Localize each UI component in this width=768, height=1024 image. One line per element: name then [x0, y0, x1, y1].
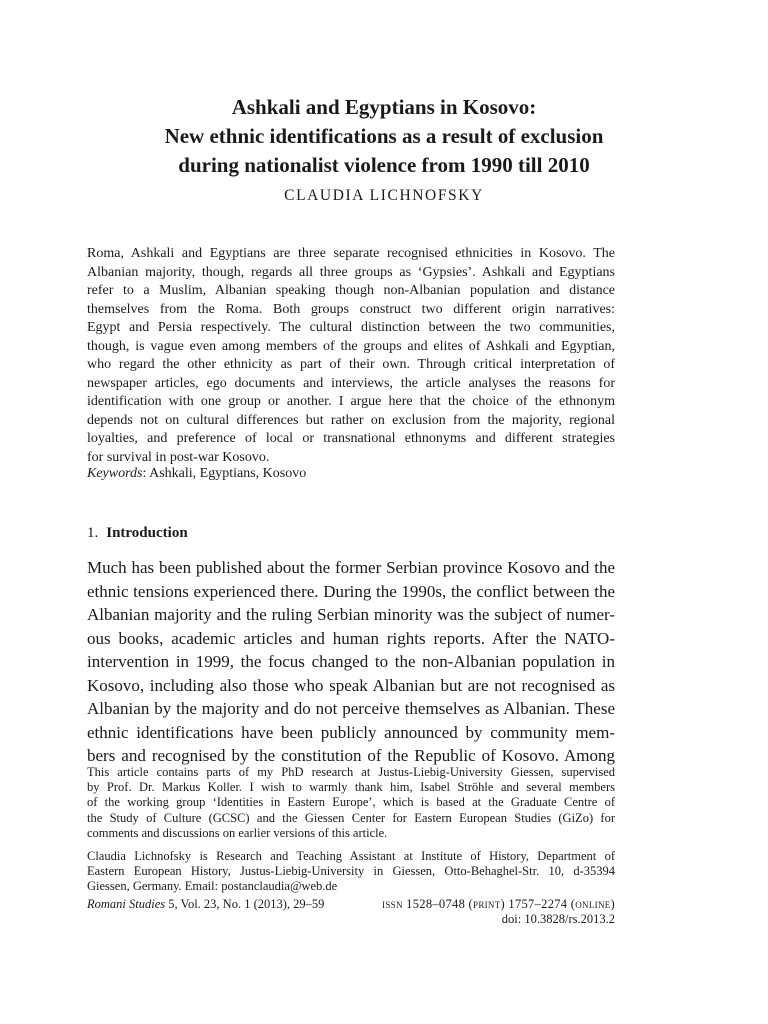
keywords	[87, 465, 615, 483]
journal-doi: doi: 10.3828/rs.2013.2	[501, 912, 615, 927]
body-line: ethnic tensions experienced there. During the 1990s, the conflict between the	[87, 581, 615, 601]
section-heading	[87, 525, 188, 542]
title-line-2: New ethnic identifications as a result of exclusion	[164, 124, 604, 148]
journal-issn: issn 1528–0748 (print) 1757–2274 (online)	[382, 897, 615, 911]
body-line: ethnic identifications have been publicly announced by community mem-	[87, 722, 615, 742]
footnote-line: by Prof. Dr. Markus Koller. I wish to warmly thank him, Isabel Ströhle and several members	[87, 780, 615, 795]
footnote	[87, 765, 615, 841]
author-name: CLAUDIA LICHNOFSKY	[284, 187, 484, 204]
abstract-line: for survival in post-war Kosovo.	[87, 449, 270, 465]
abstract-line: identification with one group or another. I argue here that the choice of the ethnonym	[87, 394, 615, 409]
body-line: Kosovo, including also those who speak Albanian but are not recognised as	[87, 675, 615, 695]
body-line: intervention in 1999, the focus changed to the non-Albanian population in	[87, 652, 615, 671]
title-line-3: during nationalist violence from 1990 till 2010	[178, 153, 590, 177]
body-line: ous books, academic articles and human rights reports. After the NATO-	[87, 628, 615, 648]
abstract-line: though, is vague even among members of the groups and elites of Ashkali and Egyptian,	[87, 338, 615, 354]
abstract-line: loyalties, and preference of local or transnational ethnonyms and different strategies	[87, 431, 615, 446]
abstract-line: who regard the other ethnicity as part of their own. Through critical interpretation of	[87, 357, 615, 372]
body-text	[87, 556, 615, 768]
body-line: Albanian by the majority and do not perceive themselves as Albanian. These	[87, 699, 615, 718]
author-bio	[87, 849, 615, 895]
keywords-value: Ashkali, Egyptians, Kosovo	[149, 466, 307, 481]
abstract	[87, 245, 615, 467]
abstract-line: Albanian majority, though, regards all three groups as ‘Gypsies’. Ashkali and Egyptians	[87, 264, 615, 280]
bio-line: Eastern European History, Justus-Liebig-University in Giessen, Otto-Behaghel-Str. 10, d-35394	[87, 864, 615, 879]
journal-name: Romani Studies	[87, 897, 166, 911]
abstract-line: Egypt and Persia respectively. The cultural distinction between the two communities,	[87, 320, 615, 335]
abstract-line: refer to a Muslim, Albanian speaking though non-Albanian population and distance	[87, 283, 615, 298]
body-line: Albanian majority and the ruling Serbian minority was the subject of numer-	[87, 605, 615, 624]
title-line-1: Ashkali and Egyptians in Kosovo:	[231, 95, 537, 119]
journal-citation	[87, 897, 324, 912]
abstract-line: Roma, Ashkali and Egyptians are three separate recognised ethnicities in Kosovo. The	[87, 246, 615, 261]
abstract-line: newspaper articles, ego documents and interviews, the article analyses the reasons for	[87, 375, 615, 391]
section-title: Introduction	[106, 525, 188, 541]
abstract-line: themselves from the Roma. Both groups construct two different origin narratives:	[87, 301, 615, 317]
footnote-line: of the working group ‘Identities in Eastern Europe’, which is based at the Graduate Centre of	[87, 795, 615, 810]
bio-line: Claudia Lichnofsky is Research and Teaching Assistant at Institute of History, Department of	[87, 849, 615, 863]
footnote-line: This article contains parts of my PhD research at Justus-Liebig-University Giessen, supervised	[87, 765, 615, 779]
article-title	[0, 93, 768, 180]
footnote-line: comments and discussions on earlier versions of this article.	[87, 825, 388, 840]
journal-info	[87, 897, 615, 927]
body-line: Much has been published about the former Serbian province Kosovo and the	[87, 558, 615, 577]
body-line: bers and recognised by the constitution of the Republic of Kosovo. Among	[87, 746, 615, 765]
keywords-label: Keywords	[87, 466, 143, 481]
keywords-separator: :	[142, 466, 150, 481]
abstract-line: depends not on cultural differences but rather on exclusion from the majority, regional	[87, 412, 615, 428]
footnote-line: the Study of Culture (GCSC) and the Giessen Center for Eastern European Studies (GiZo) for	[87, 810, 615, 825]
bio-line: Giessen, Germany. Email: postanclaudia@web.de	[87, 879, 338, 894]
section-number: 1.	[87, 525, 99, 541]
journal-volume: 5, Vol. 23, No. 1 (2013), 29–59	[165, 897, 325, 911]
